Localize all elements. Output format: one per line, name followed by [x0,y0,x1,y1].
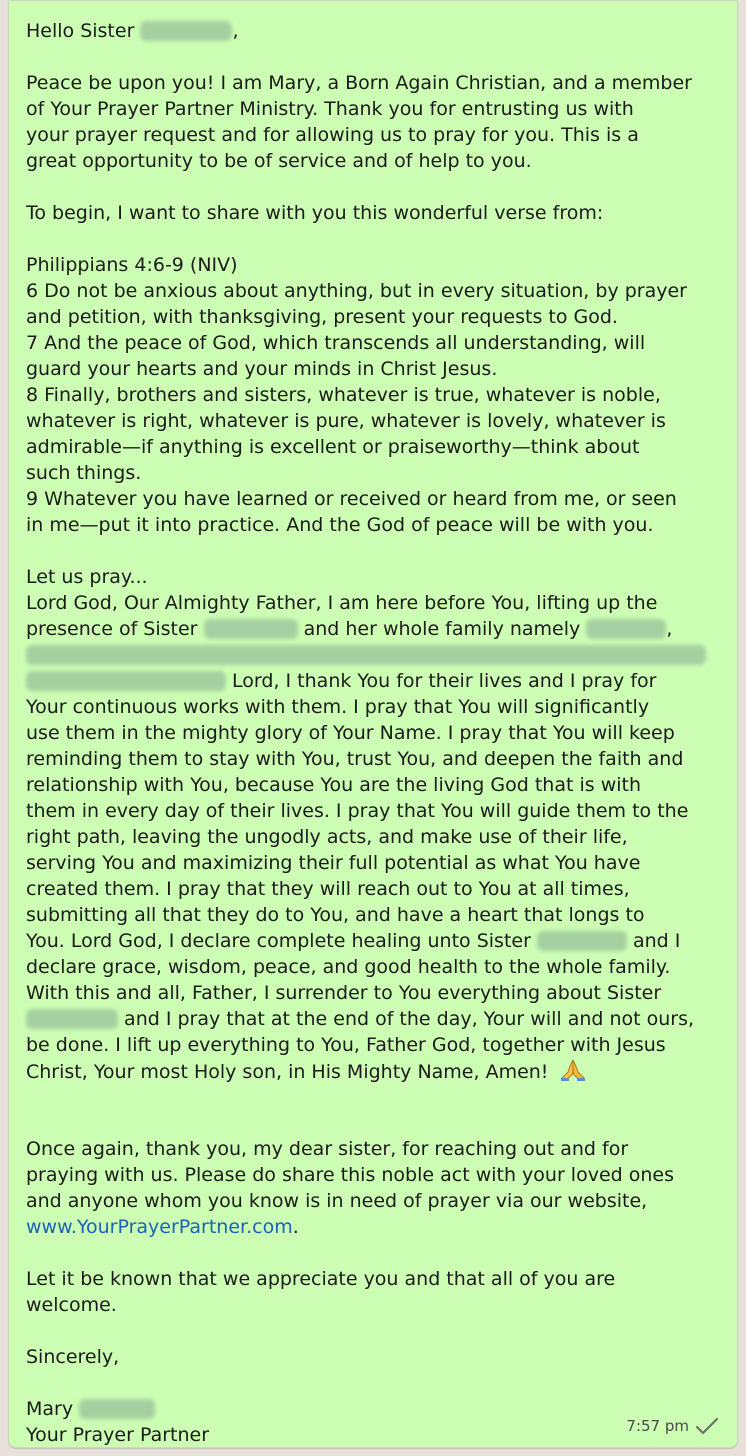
verse-line: admirable—if anything is excellent or praiseworthy—think about [26,436,640,458]
redacted-names [26,645,706,665]
prayer-line: created them. I pray that they will reach out to You at all times, [26,878,630,900]
verse-line: whatever is right, whatever is pure, whatever is lovely, whatever is [26,410,666,432]
verse-line: such things. [26,462,142,484]
redacted-names [26,671,226,691]
verse-line: 7 And the peace of God, which transcends all understanding, will [26,332,646,354]
verse-line: 9 Whatever you have learned or received or heard from me, or seen [26,488,677,510]
paragraph-line: of Your Prayer Partner Ministry. Thank you for entrusting us with [26,98,634,120]
verse-line: and petition, with thanksgiving, present your requests to God. [26,306,618,328]
appreciate-line: Let it be known that we appreciate you and that all of you are [26,1268,616,1290]
prayer-line [26,642,726,668]
verse-line: 6 Do not be anxious about anything, but in every situation, by prayer [26,280,687,302]
message-text [26,18,726,1448]
verse-reference: Philippians 4:6-9 (NIV) [26,254,238,276]
website-link[interactable]: www.YourPrayerPartner.com [26,1216,293,1238]
prayer-line: serving You and maximizing their full potential as what You have [26,852,641,874]
signature-name: Mary [26,1396,726,1422]
intro-line: To begin, I want to share with you this wonderful verse from: [26,202,604,224]
closing-line: praying with us. Please do share this noble act with your loved ones [26,1164,675,1186]
prayer-line: Lord God, Our Almighty Father, I am here before You, lifting up the [26,592,658,614]
prayer-line: With this and all, Father, I surrender to You everything about Sister [26,982,662,1004]
redacted-name [586,619,666,639]
prayer-line: You. Lord God, I declare complete healing unto Sister and I [26,930,681,952]
message-meta [626,1417,719,1435]
greeting-line: Hello Sister , [26,20,239,42]
appreciate-line: welcome. [26,1294,117,1316]
website-line: www.YourPrayerPartner.com. [26,1216,299,1238]
prayer-line: submitting all that they do to You, and have a heart that longs to [26,904,645,926]
prayer-line: reminding them to stay with You, trust You, and deepen the faith and [26,748,684,770]
prayer-line: right path, leaving the ungodly acts, and make use of their life, [26,826,628,848]
paragraph-line: Peace be upon you! I am Mary, a Born Again Christian, and a member [26,72,692,94]
signoff: Sincerely, [26,1346,120,1368]
closing-line: Once again, thank you, my dear sister, for reaching out and for [26,1138,629,1160]
pray-heading: Let us pray... [26,566,148,588]
prayer-line: relationship with You, because You are the living God that is with [26,774,642,796]
verse-line: guard your hearts and your minds in Christ Jesus. [26,358,498,380]
praying-hands-icon [558,1058,588,1082]
paragraph-line: great opportunity to be of service and of help to you. [26,150,532,172]
redacted-name [140,21,232,41]
prayer-line: declare grace, wisdom, peace, and good health to the whole family. [26,956,671,978]
redacted-name [26,1009,118,1029]
paragraph-line: your prayer request and for allowing us to pray for you. This is a [26,124,639,146]
redacted-name [537,931,627,951]
verse-line: 8 Finally, brothers and sisters, whatever is true, whatever is noble, [26,384,661,406]
message-timestamp: 7:57 pm [626,1417,689,1435]
message-bubble[interactable] [8,0,738,1448]
redacted-name [204,619,298,639]
redacted-surname [79,1399,155,1419]
prayer-line: Your continuous works with them. I pray that You will significantly [26,696,650,718]
verse-line: in me—put it into practice. And the God of peace will be with you. [26,514,654,536]
prayer-line: Christ, Your most Holy son, in His Mighty Name, Amen! [26,1058,726,1084]
closing-line: and anyone whom you know is in need of prayer via our website, [26,1190,648,1212]
prayer-line: use them in the mighty glory of Your Name. I pray that You will keep [26,722,675,744]
signature-title: Your Prayer Partner [26,1424,210,1446]
prayer-line: Lord, I thank You for their lives and I pray for [26,668,726,694]
prayer-line: them in every day of their lives. I pray that You will guide them to the [26,800,689,822]
prayer-line: presence of Sister and her whole family namely , [26,618,673,640]
prayer-line: be done. I lift up everything to You, Father God, together with Jesus [26,1034,666,1056]
read-check-icon [695,1417,719,1435]
prayer-line: and I pray that at the end of the day, Your will and not ours, [26,1006,726,1032]
